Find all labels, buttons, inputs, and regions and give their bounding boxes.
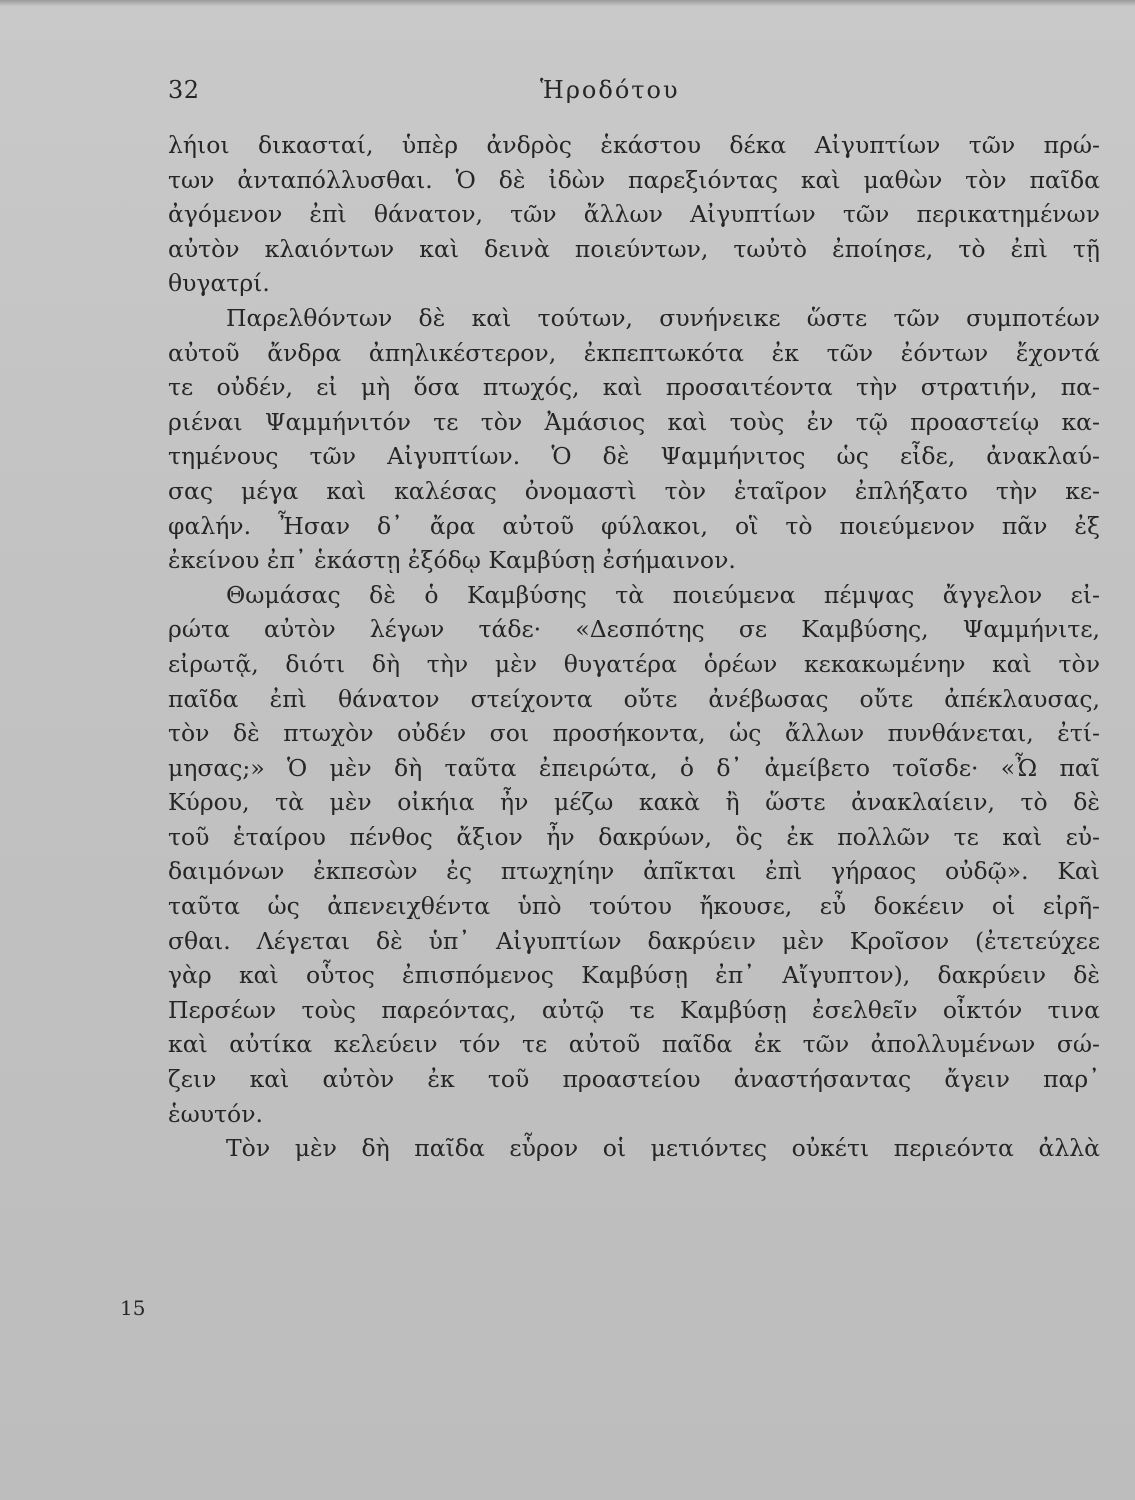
text-line: αὐτοῦ ἄνδρα ἀπηλικέστερον, ἐκπεπτωκότα ἐκ τῶν ἐόντων ἔχοντά bbox=[168, 338, 1100, 367]
margin-line-number: 15 bbox=[120, 1296, 146, 1320]
text-line: ζειν καὶ αὐτὸν ἐκ τοῦ προαστείου ἀναστήσαντας ἄγειν παρ᾽ bbox=[168, 1065, 1100, 1094]
text-line: ἐκείνου ἐπ᾽ ἑκάστῃ ἐξόδῳ Καμβύσῃ ἐσήμαινον. bbox=[168, 546, 736, 575]
text-line: καὶ αὐτίκα κελεύειν τόν τε αὐτοῦ παῖδα ἐκ τῶν ἀπολλυμένων σώ- bbox=[168, 1030, 1100, 1059]
text-line: ἀγόμενον ἐπὶ θάνατον, τῶν ἄλλων Αἰγυπτίων τῶν περικατημένων bbox=[168, 200, 1100, 229]
text-line: αὐτὸν κλαιόντων καὶ δεινὰ ποιεύντων, τωὐτὸ ἐποίησε, τὸ ἐπὶ τῇ bbox=[168, 234, 1100, 263]
text-line: Κύρου, τὰ μὲν οἰκήια ἦν μέζω κακὰ ἢ ὥστε ἀνακλαίειν, τὸ δὲ bbox=[168, 788, 1100, 817]
text-line: Παρελθόντων δὲ καὶ τούτων, συνήνεικε ὥστε τῶν συμποτέων bbox=[226, 303, 1100, 332]
text-line: φαλήν. Ἦσαν δ᾽ ἄρα αὐτοῦ φύλακοι, οἳ τὸ ποιεύμενον πᾶν ἐξ bbox=[168, 511, 1100, 540]
text-line: Περσέων τοὺς παρεόντας, αὐτῷ τε Καμβύσῃ ἐσελθεῖν οἶκτόν τινα bbox=[168, 995, 1100, 1024]
text-line: τημένους τῶν Αἰγυπτίων. Ὁ δὲ Ψαμμήνιτος ὡς εἶδε, ἀνακλαύ- bbox=[168, 442, 1100, 471]
body-text bbox=[168, 128, 1100, 1166]
text-line: λήιοι δικασταί, ὑπὲρ ἀνδρὸς ἑκάστου δέκα Αἰγυπτίων τῶν πρώ- bbox=[168, 131, 1100, 159]
page-top-edge bbox=[0, 0, 1135, 6]
text-line: παῖδα ἐπὶ θάνατον στείχοντα οὔτε ἀνέβωσας οὔτε ἀπέκλαυσας, bbox=[168, 684, 1100, 713]
page-number: 32 bbox=[168, 76, 200, 104]
text-line: γὰρ καὶ οὗτος ἐπισπόμενος Καμβύσῃ ἐπ᾽ Αἴγυπτον), δακρύειν δὲ bbox=[168, 961, 1100, 990]
text-line: θυγατρί. bbox=[168, 269, 270, 298]
text-line: Τὸν μὲν δὴ παῖδα εὗρον οἱ μετιόντες οὐκέτι περιεόντα ἀλλὰ bbox=[226, 1134, 1100, 1163]
text-line: τε οὐδέν, εἰ μὴ ὅσα πτωχός, καὶ προσαιτέοντα τὴν στρατιήν, πα- bbox=[168, 373, 1100, 402]
text-line: ἑωυτόν. bbox=[168, 1099, 263, 1128]
text-line: Θωμάσας δὲ ὁ Καμβύσης τὰ ποιεύμενα πέμψας ἄγγελον εἰ- bbox=[226, 580, 1100, 609]
text-line: σθαι. Λέγεται δὲ ὑπ᾽ Αἰγυπτίων δακρύειν μὲν Κροῖσον (ἐτετεύχεε bbox=[168, 926, 1100, 955]
text-line: ταῦτα ὡς ἀπενειχθέντα ὑπὸ τούτου ἤκουσε, εὖ δοκέειν οἱ εἰρῆ- bbox=[168, 892, 1100, 921]
text-line: δαιμόνων ἐκπεσὼν ἐς πτωχηίην ἀπῖκται ἐπὶ γήραος οὐδῷ». Καὶ bbox=[168, 857, 1100, 886]
text-line: σας μέγα καὶ καλέσας ὀνομαστὶ τὸν ἑταῖρον ἐπλήξατο τὴν κε- bbox=[168, 476, 1100, 505]
text-line: ριέναι Ψαμμήνιτόν τε τὸν Ἀμάσιος καὶ τοὺς ἐν τῷ προαστείῳ κα- bbox=[168, 407, 1100, 436]
text-line: τὸν δὲ πτωχὸν οὐδέν σοι προσήκοντα, ὡς ἄλλων πυνθάνεται, ἐτί- bbox=[168, 719, 1100, 748]
text-line: μησας;» Ὁ μὲν δὴ ταῦτα ἐπειρώτα, ὁ δ᾽ ἀμείβετο τοῖσδε· «Ὦ παῖ bbox=[168, 753, 1100, 782]
running-head: Ἡροδότου bbox=[540, 76, 680, 104]
text-line: των ἀνταπόλλυσθαι. Ὁ δὲ ἰδὼν παρεξιόντας καὶ μαθὼν τὸν παῖδα bbox=[168, 165, 1100, 194]
text-line: εἰρωτᾷ, διότι δὴ τὴν μὲν θυγατέρα ὁρέων κεκακωμένην καὶ τὸν bbox=[168, 649, 1100, 678]
text-line: ρώτα αὐτὸν λέγων τάδε· «Δεσπότης σε Καμβύσης, Ψαμμήνιτε, bbox=[168, 615, 1100, 644]
text-line: τοῦ ἑταίρου πένθος ἄξιον ἦν δακρύων, ὃς ἐκ πολλῶν τε καὶ εὐ- bbox=[168, 822, 1100, 851]
